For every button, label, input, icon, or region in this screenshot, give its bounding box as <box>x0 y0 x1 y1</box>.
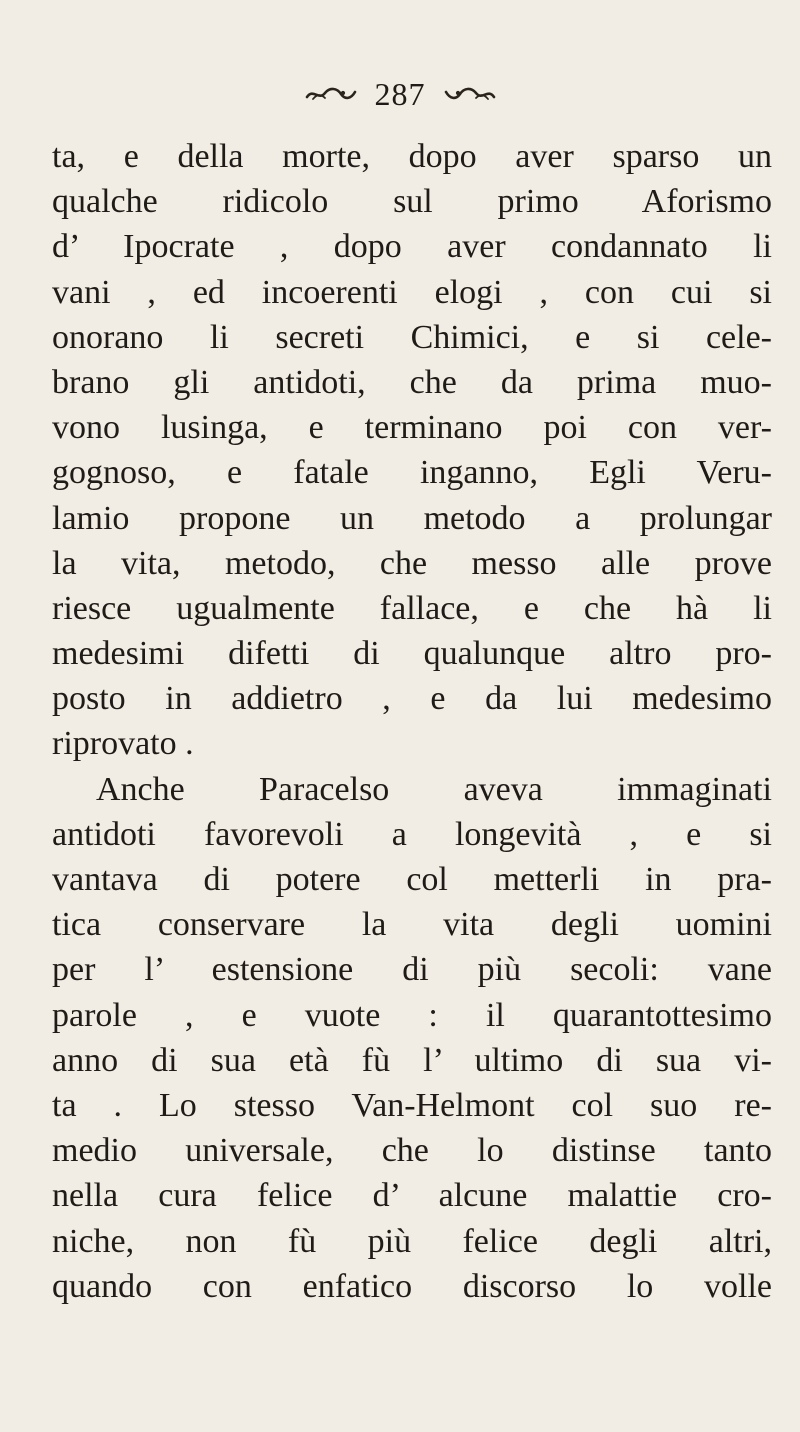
text-line-6: brano gli antidoti, che da prima muo- <box>52 363 772 401</box>
text-line-9: lamio propone un metodo a prolungar <box>52 499 772 537</box>
text-line-13: posto in addietro , e da lui medesimo <box>52 680 772 718</box>
text-line-21: anno di sua età fù l’ ultimo di sua vi- <box>52 1041 772 1079</box>
text-line-11: riesce ugualmente fallace, e che hà li <box>52 589 772 627</box>
text-line-17: vantava di potere col metterli in pra- <box>52 861 772 898</box>
text-line-10: la vita, metodo, che messo alle prove <box>52 544 772 582</box>
text-line-20: parole , e vuote : il quarantottesimo <box>52 996 772 1034</box>
text-line-1: ta, e della morte, dopo aver sparso un <box>52 138 772 175</box>
page-number: 287 <box>374 76 426 112</box>
text-line-15: Anche Paracelso aveva immaginati <box>96 770 772 808</box>
text-line-23: medio universale, che lo distinse tanto <box>52 1132 772 1170</box>
body-text <box>52 134 772 1309</box>
text-line-19: per l’ estensione di più secoli: vane <box>52 951 772 989</box>
text-line-14: riprovato . <box>52 725 194 763</box>
text-line-8: gognoso, e fatale inganno, Egli Veru- <box>52 454 772 492</box>
text-line-4: vani , ed incoerenti elogi , con cui si <box>52 273 772 311</box>
text-line-5: onorano li secreti Chimici, e si cele- <box>52 318 772 356</box>
text-line-2: qualche ridicolo sul primo Aforismo <box>52 183 772 221</box>
text-line-24: nella cura felice d’ alcune malattie cro- <box>52 1177 772 1215</box>
text-line-12: medesimi difetti di qualunque altro pro- <box>52 635 772 673</box>
text-line-7: vono lusinga, e terminano poi con ver- <box>52 409 772 447</box>
text-line-3: d’ Ipocrate , dopo aver condannato li <box>52 228 772 266</box>
text-line-25: niche, non fù più felice degli altri, <box>52 1222 772 1260</box>
page-header <box>0 74 800 114</box>
left-ornament-icon <box>303 83 359 105</box>
right-ornament-icon <box>442 83 498 105</box>
text-line-18: tica conservare la vita degli uomini <box>52 906 772 944</box>
text-line-22: ta . Lo stesso Van-Helmont col suo re- <box>52 1086 772 1124</box>
text-line-16: antidoti favorevoli a longevità , e si <box>52 815 772 853</box>
text-line-26: quando con enfatico discorso lo volle <box>52 1267 772 1305</box>
